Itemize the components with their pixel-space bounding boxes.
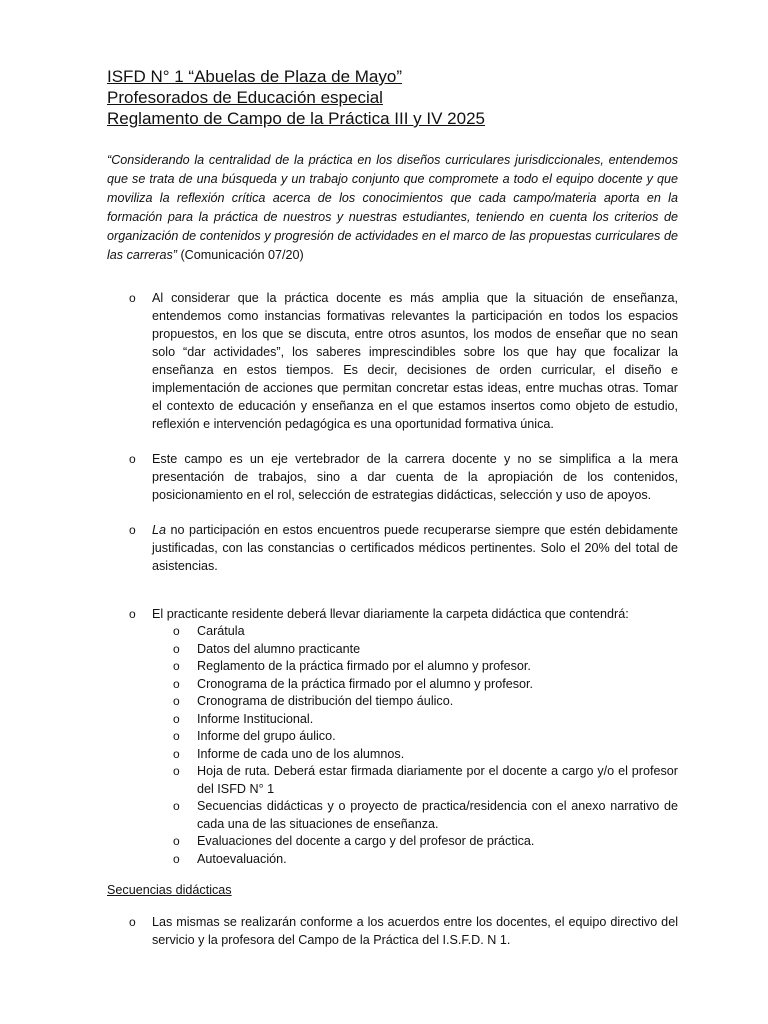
bullet-marker: o — [173, 851, 180, 866]
bullet-text-emphasis: La — [152, 523, 167, 537]
bullet-text: El practicante residente deberá llevar diariamente la carpeta didáctica que contendrá: — [152, 607, 629, 621]
list-item — [173, 728, 678, 746]
bullet-marker: o — [129, 607, 136, 621]
bullet-attendance — [107, 521, 678, 575]
bullet-field-axis — [107, 450, 678, 504]
program-title: Profesorados de Educación especial — [107, 88, 383, 107]
bullet-marker: o — [129, 915, 136, 929]
bullet-marker: o — [173, 711, 180, 726]
bullet-marker: o — [173, 729, 180, 743]
bullet-practice-scope — [107, 289, 678, 433]
list-item — [173, 833, 678, 851]
bullet-text: Las mismas se realizarán conforme a los acuerdos entre los docentes, el equipo directivo del servicio y la profesora del Campo de la Práctica del I.S.F.D. N 1. — [152, 915, 678, 947]
list-item-text: Hoja de ruta. Deberá estar firmada diariamente por el docente a cargo y/o el profesor del ISFD N° 1 — [197, 764, 678, 796]
bullet-text: no participación en estos encuentros puede recuperarse siempre que estén debidamente justificadas, con las constancias o certificados médicos pertinentes. Solo el 20% del total de asistencias. — [152, 523, 678, 573]
list-item — [173, 711, 678, 729]
main-bullet-list — [107, 289, 678, 868]
bullet-marker: o — [129, 523, 136, 537]
bullet-marker: o — [173, 764, 180, 778]
list-item-text: Informe Institucional. — [197, 711, 314, 726]
list-item-text: Carátula — [197, 624, 245, 638]
list-item-text: Autoevaluación. — [197, 851, 287, 866]
bullet-marker: o — [173, 834, 180, 848]
list-item — [173, 746, 678, 764]
bullet-marker: o — [173, 799, 180, 813]
quote-text: “Considerando la centralidad de la práctica en los diseños curriculares jurisdiccionales, entendemos que se trata de una búsqueda y un trabajo conjunto que compromete a todo el equipo docente y que moviliza la reflexión crítica acerca de los conocimientos que cada campo/materia aporta en la formación para la práctica de nuestros y nuestras estudiantes, teniendo en cuenta los criterios de organización de contenidos y progresión de actividades en el marco de las propuestas curriculares de las carreras” — [107, 153, 678, 262]
list-item-text: Reglamento de la práctica firmado por el alumno y profesor. — [197, 659, 531, 673]
bullet-marker: o — [173, 641, 180, 656]
bullet-marker: o — [173, 624, 180, 638]
list-item-text: Datos del alumno practicante — [197, 641, 361, 656]
regulation-title: Reglamento de Campo de la Práctica III y IV 2025 — [107, 109, 485, 128]
list-item — [173, 623, 678, 641]
bullet-marker: o — [173, 676, 180, 691]
list-item — [173, 676, 678, 694]
list-item — [173, 763, 678, 798]
bullet-didactic-folder — [107, 605, 678, 868]
list-item-text: Evaluaciones del docente a cargo y del profesor de práctica. — [197, 834, 535, 848]
bullet-marker: o — [173, 746, 180, 761]
list-item-text: Informe de cada uno de los alumnos. — [197, 746, 405, 761]
bullet-marker: o — [173, 694, 180, 708]
institution-title: ISFD N° 1 “Abuelas de Plaza de Mayo” — [107, 67, 402, 86]
list-item-text: Cronograma de la práctica firmado por el alumno y profesor. — [197, 676, 533, 691]
intro-quote — [107, 151, 678, 265]
list-item — [173, 851, 678, 869]
bullet-sequences-agreements — [107, 913, 678, 949]
bullet-text: Este campo es un eje vertebrador de la carrera docente y no se simplifica a la mera presentación de trabajos, sino a dar cuenta de la apropiación de los contenidos, posicionamiento en el rol, selección de estrategias didácticas, selección y uso de apoyos. — [152, 452, 678, 502]
list-item-text: Informe del grupo áulico. — [197, 729, 336, 743]
list-item — [173, 641, 678, 659]
list-item-text: Cronograma de distribución del tiempo áulico. — [197, 694, 454, 708]
folder-contents-list — [152, 623, 678, 868]
list-item — [173, 798, 678, 833]
bullet-text: Al considerar que la práctica docente es más amplia que la situación de enseñanza, entendemos como instancias formativas relevantes la participación en todos los espacios propuestos, en los que se discuta, entre otros asuntos, los modos de enseñar que no sean solo “dar actividades”, los saberes imprescindibles sobre los que hay que focalizar la enseñanza en estos tiempos. Es decir, decisiones de orden curricular, el diseño e implementación de acciones que permitan concretar estas ideas, entre muchas otras. Tomar el contexto de educación y enseñanza en el que estamos insertos como objeto de estudio, reflexión e intervención pedagógica es una oportunidad formativa única. — [152, 291, 678, 431]
section-title-didactic-sequences: Secuencias didácticas — [107, 883, 232, 897]
bullet-marker: o — [173, 659, 180, 673]
section-bullet-list — [107, 913, 678, 949]
quote-source: (Comunicación 07/20) — [176, 248, 304, 262]
list-item — [173, 693, 678, 711]
bullet-marker: o — [129, 452, 136, 466]
list-item-text: Secuencias didácticas y o proyecto de practica/residencia con el anexo narrativo de cada una de las situaciones de enseñanza. — [197, 799, 678, 831]
bullet-marker: o — [129, 291, 136, 305]
list-item — [173, 658, 678, 676]
